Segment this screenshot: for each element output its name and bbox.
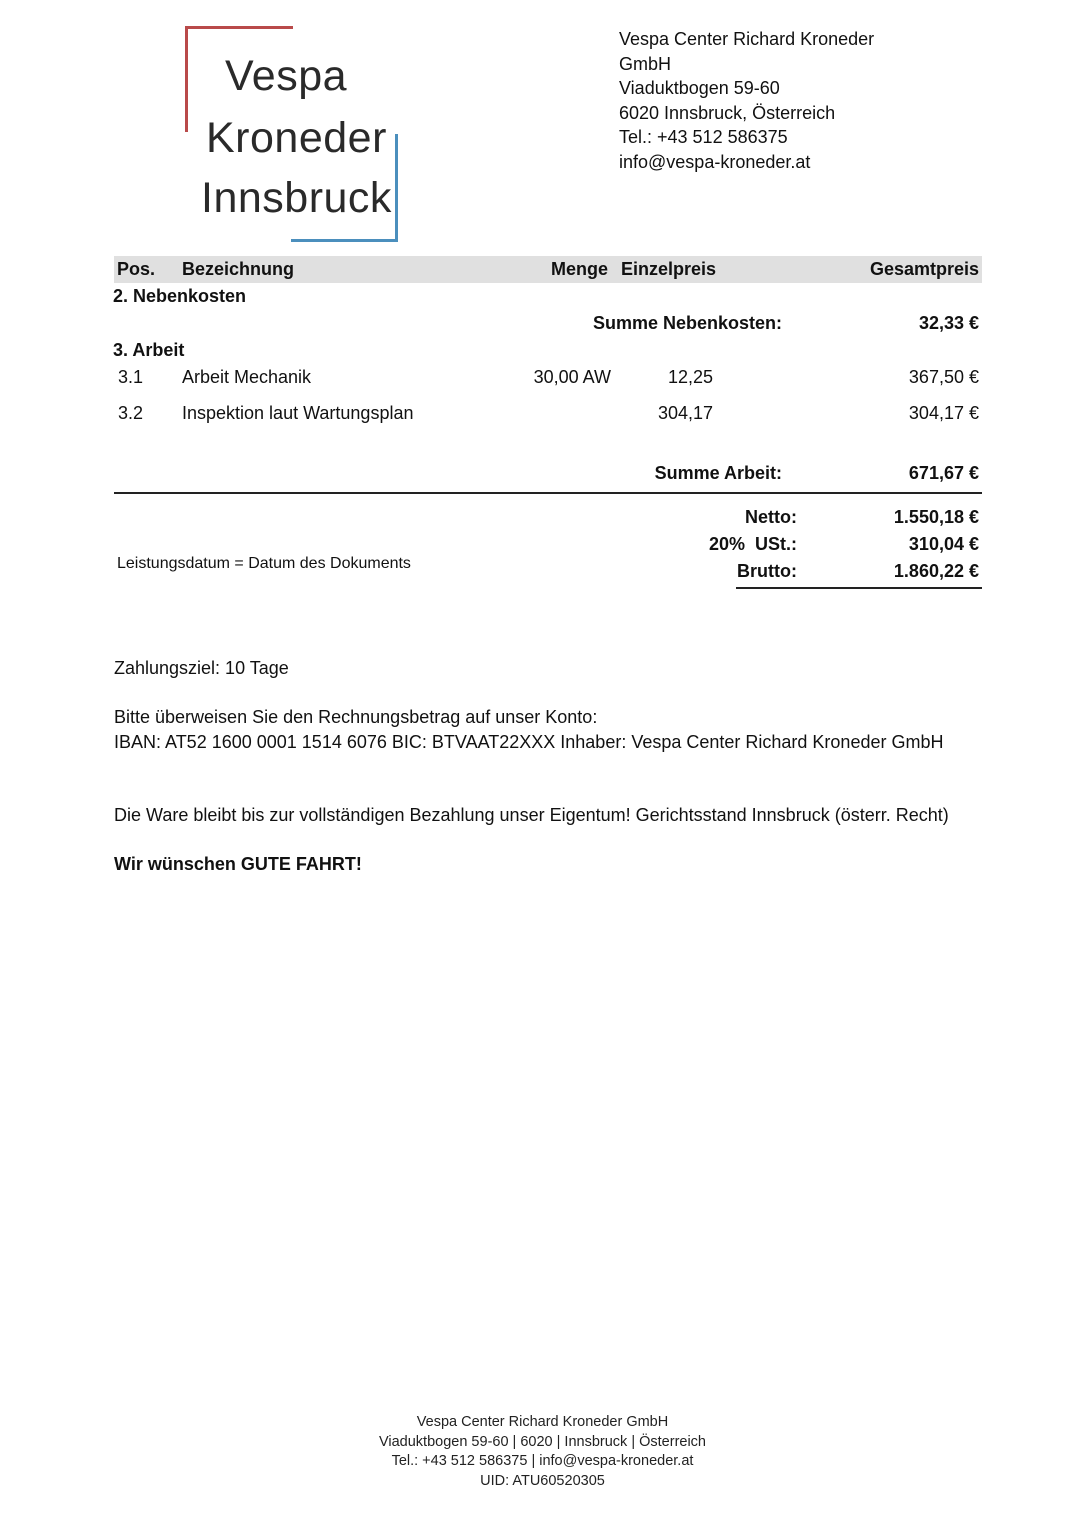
logo-line-1: Vespa	[225, 52, 348, 100]
netto-value: 1.550,18 €	[893, 507, 979, 527]
header-einzelpreis: Einzelpreis	[621, 259, 717, 279]
brutto-value: 1.860,22 €	[893, 561, 979, 581]
table-row-gesamtpreis: 367,50 €	[908, 367, 979, 387]
section-nebenkosten-title: 2. Nebenkosten	[113, 286, 247, 306]
section-arbeit-sum-label: Summe Arbeit:	[654, 463, 782, 483]
ust-label: 20% USt.:	[708, 534, 797, 554]
footer-company: Vespa Center Richard Kroneder GmbH	[416, 1414, 669, 1430]
payment-bank-line: IBAN: AT52 1600 0001 1514 6076 BIC: BTVAAT22XXX Inhaber: Vespa Center Richard Kroneder GmbH	[114, 732, 944, 752]
table-row-einzelpreis: 12,25	[667, 367, 713, 387]
legal-note: Die Ware bleibt bis zur vollständigen Bezahlung unser Eigentum! Gerichtsstand Innsbruck (österr. Recht)	[114, 805, 949, 825]
sender-address	[619, 27, 874, 175]
table-row-bezeichnung: Inspektion laut Wartungsplan	[182, 403, 414, 423]
greeting: Wir wünschen GUTE FAHRT!	[114, 854, 362, 874]
totals-underline	[736, 587, 982, 589]
table-row-einzelpreis: 304,17	[657, 403, 713, 423]
footer-uid: UID: ATU60520305	[480, 1472, 605, 1489]
page-footer	[0, 1413, 1085, 1491]
ust-value: 310,04 €	[908, 534, 979, 554]
footer-contact: Tel.: +43 512 586375 | info@vespa-kroneder.at	[391, 1453, 694, 1469]
sender-city: 6020 Innsbruck, Österreich	[619, 102, 836, 123]
section-arbeit-sum-value: 671,67 €	[908, 463, 979, 483]
payment-term: Zahlungsziel: 10 Tage	[114, 658, 289, 678]
logo-blue-frame-horizontal	[291, 239, 398, 242]
table-row-bezeichnung: Arbeit Mechanik	[182, 367, 312, 387]
table-row-pos: 3.1	[118, 367, 144, 387]
table-divider	[114, 492, 982, 494]
logo-line-2: Kroneder	[206, 114, 387, 162]
table-row-pos: 3.2	[118, 403, 144, 423]
payment-transfer-line: Bitte überweisen Sie den Rechnungsbetrag auf unser Konto:	[114, 707, 598, 727]
table-row-gesamtpreis: 304,17 €	[908, 403, 979, 423]
header-bezeichnung: Bezeichnung	[182, 259, 295, 279]
logo-red-frame-vertical	[185, 26, 188, 132]
company-logo	[185, 26, 400, 242]
logo-red-frame-horizontal	[185, 26, 293, 29]
logo-line-3: Innsbruck	[201, 174, 392, 222]
table-row-menge: 30,00 AW	[533, 367, 611, 387]
sender-street: Viaduktbogen 59-60	[619, 78, 780, 99]
sender-name-line-1: Vespa Center Richard Kroneder	[619, 29, 875, 49]
logo-blue-frame-vertical	[395, 134, 398, 242]
sender-phone: Tel.: +43 512 586375	[619, 127, 788, 148]
header-pos: Pos.	[117, 259, 156, 279]
sender-email[interactable]: info@vespa-kroneder.at	[619, 151, 811, 172]
sender-name-line-2: GmbH	[619, 53, 672, 74]
section-nebenkosten-sum-value: 32,33 €	[918, 313, 979, 333]
netto-label: Netto:	[745, 507, 797, 527]
leistungsdatum-note: Leistungsdatum = Datum des Dokuments	[117, 555, 411, 572]
header-menge: Menge	[551, 259, 609, 279]
table-header	[114, 256, 982, 283]
header-gesamtpreis: Gesamtpreis	[869, 259, 979, 279]
brutto-label: Brutto:	[737, 561, 797, 581]
section-arbeit-title: 3. Arbeit	[113, 340, 185, 360]
section-nebenkosten-sum-label: Summe Nebenkosten:	[592, 313, 782, 333]
footer-address: Viaduktbogen 59-60 | 6020 | Innsbruck | Österreich	[378, 1433, 706, 1450]
